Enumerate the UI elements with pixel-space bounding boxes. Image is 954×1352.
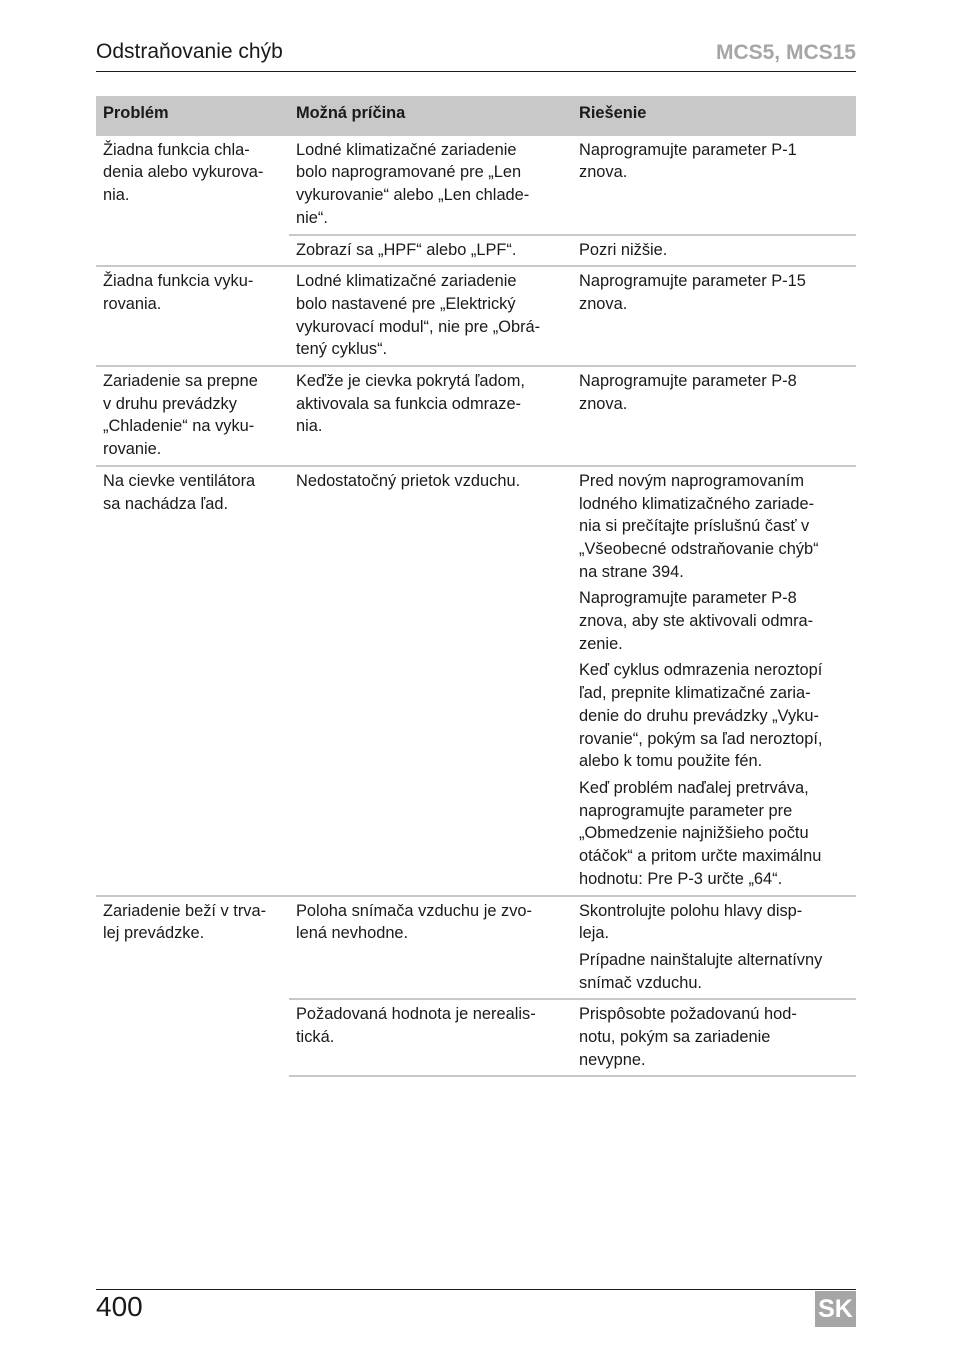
table-row — [96, 466, 856, 896]
solution-paragraph: Keď problém naďalej pretrváva, naprogramujte parameter pre „Obmedzenie najnižšieho počtu otáčok“ a pritom určte maximálnu hodnotu: Pre P-3 určte „64“. — [579, 778, 822, 888]
solution-cell — [572, 135, 856, 235]
page-number: 400 — [96, 1291, 143, 1322]
solution-paragraph: Naprogramujte parameter P-15 znova. — [579, 272, 806, 313]
column-header-cause: Možná príčina — [289, 96, 572, 135]
problem-cell: Žiadna funkcia vyku- rovania. — [96, 266, 289, 366]
solution-cell — [572, 366, 856, 466]
troubleshooting-table — [96, 96, 856, 1077]
cause-cell: Nedostatočný prietok vzduchu. — [289, 466, 572, 896]
solution-paragraph: Prípadne nainštalujte alternatívny snímač vzduchu. — [579, 950, 823, 992]
solution-cell — [572, 999, 856, 1076]
table-body — [96, 135, 856, 1077]
cause-cell: Keďže je cievka pokrytá ľadom, aktivovala sa funkcia odmraze- nia. — [289, 366, 572, 466]
solution-paragraph: Naprogramujte parameter P-8 znova. — [579, 372, 797, 413]
footer-divider — [96, 1289, 856, 1290]
solution-paragraph: Naprogramujte parameter P-1 znova. — [579, 140, 797, 182]
table-row — [96, 366, 856, 466]
solution-cell — [572, 896, 856, 1000]
solution-paragraph: Prispôsobte požadovanú hod- notu, pokým sa zariadenie nevypne. — [579, 1005, 797, 1069]
cause-cell: Zobrazí sa „HPF“ alebo „LPF“. — [289, 235, 572, 267]
section-title: Odstraňovanie chýb — [96, 40, 283, 63]
solution-cell — [572, 466, 856, 896]
header-divider — [96, 71, 856, 72]
cause-cell: Lodné klimatizačné zariadenie bolo nastavené pre „Elektrický vykurovací modul“, nie pre „Obrá- tený cyklus“. — [289, 266, 572, 366]
solution-paragraph: Keď cyklus odmrazenia neroztopí ľad, prepnite klimatizačné zaria- denie do druhu prevádzky „Vyku- rovanie“, pokým sa ľad neroztopí, alebo k tomu použite fén. — [579, 661, 823, 771]
problem-cell: Zariadenie beží v trva- lej prevádzke. — [96, 896, 289, 1077]
solution-paragraph: Pozri nižšie. — [579, 240, 668, 259]
table-header-row — [96, 96, 856, 135]
column-header-problem: Problém — [96, 96, 289, 135]
table-row — [96, 135, 856, 235]
column-header-solution: Riešenie — [572, 96, 856, 135]
cause-cell: Poloha snímača vzduchu je zvo- lená nevhodne. — [289, 896, 572, 1000]
solution-paragraph: Pred novým naprogramovaním lodného klimatizačného zariade- nia si prečítajte príslušnú časť v „Všeobecné odstraňovanie chýb“ na strane 394. — [579, 471, 819, 581]
problem-cell: Zariadenie sa prepne v druhu prevádzky „Chladenie“ na vyku- rovanie. — [96, 366, 289, 466]
problem-cell: Žiadna funkcia chla- denia alebo vykurova- nia. — [96, 135, 289, 267]
solution-paragraph: Skontrolujte polohu hlavy disp- leja. — [579, 901, 803, 943]
model-label: MCS5, MCS15 — [715, 41, 856, 64]
solution-cell — [572, 235, 856, 267]
solution-cell — [572, 266, 856, 366]
solution-paragraph: Naprogramujte parameter P-8 znova, aby ste aktivovali odmra- zenie. — [579, 589, 814, 653]
table-row — [96, 266, 856, 366]
problem-cell: Na cievke ventilátora sa nachádza ľad. — [96, 466, 289, 896]
cause-cell: Požadovaná hodnota je nerealis- tická. — [289, 999, 572, 1076]
cause-cell: Lodné klimatizačné zariadenie bolo naprogramované pre „Len vykurovanie“ alebo „Len chlade- nie“. — [289, 135, 572, 235]
language-badge: SK — [815, 1291, 856, 1327]
table-row — [96, 896, 856, 1000]
